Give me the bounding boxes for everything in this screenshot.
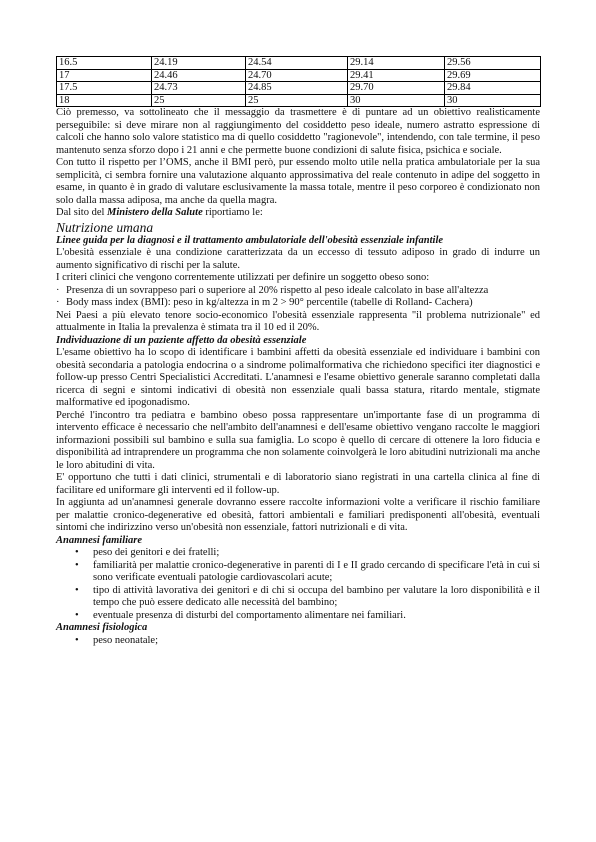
anamnesi-familiare-list [56, 547, 540, 622]
paragraph-bmi-critique: Con tutto il rispetto per l’OMS, anche il BMI però, pur essendo molto utile nella pratica ambulatoriale per la sua semplicità, ci sembra fornire una valutazione alquanto approssimativa del reale contenuto in adipe del soggetto in esame, in quanto è in grado di valutare esclusivamente la massa totale, mentre il peso corporeo è condizionato non solo dalla massa adiposa, ma anche da quella magra. [56, 157, 540, 206]
criterion-text: Body mass index (BMI): peso in kg/altezza in m 2 > 90° percentile (tabelle di Rolland- Cachera) [66, 297, 473, 308]
table-cell: 24.46 [152, 69, 246, 82]
table-cell: 29.41 [348, 69, 445, 82]
table-cell: 24.73 [152, 82, 246, 95]
bullet-icon: • [75, 634, 79, 646]
paragraph-esame-obiettivo: L'esame obiettivo ha lo scopo di identificare i bambini affetti da obesità essenziale ed individuare i bambini con obesità secondaria a patologia endocrina o a sindrome polimalformativa che richiedono specifici iter diagnostici e follow-up presso Centri Specialistici Accreditati. L'anamnesi e l'esame obiettivo generale saranno completati dalla ricerca di segni e sintomi indicativi di obesità non essenziale quali bassa statura, ritardo mentale, stigmate malformative ed ipogonadismo. [56, 347, 540, 408]
criterion-item [56, 297, 540, 310]
subsection-title-linee-guida: Linee guida per la diagnosi e il trattamento ambulatoriale dell'obesità essenziale infantile [56, 234, 444, 246]
table-cell: 30 [445, 94, 541, 107]
table-cell: 24.54 [246, 57, 348, 70]
table-cell: 25 [246, 94, 348, 107]
table-row [57, 57, 541, 70]
paragraph-prevalence: Nei Paesi a più elevato tenore socio-economico l'obesità essenziale rappresenta "il problema nutrizionale" ed attualmente in Italia la prevalenza è stimata tra il 10 ed il 20%. [56, 309, 540, 333]
paragraph-anamnesi-generale: In aggiunta ad un'anamnesi generale dovranno essere raccolte informazioni volte a verificare il rischio familiare per malattie cronico-degenerative ed obesità, fattori ambientali e familiari predisponenti all'obesità, eventuali sintomi che indirizzino verso un'obesità non essenziale, fattori nutrizionali e di vita. [56, 497, 540, 533]
table-cell: 24.70 [246, 69, 348, 82]
table-cell: 29.84 [445, 82, 541, 95]
source-suffix: riportiamo le: [202, 207, 263, 218]
table-cell: 29.14 [348, 57, 445, 70]
bullet-icon: • [75, 547, 79, 558]
bullet-dot: · [56, 297, 60, 308]
subsection-title-anamnesi-familiare: Anamnesi familiare [56, 534, 143, 546]
subsection-title-anamnesi-fisiologica: Anamnesi fisiologica [56, 622, 148, 633]
table-cell: 29.56 [445, 57, 541, 70]
table-row [57, 94, 541, 107]
document-content [56, 56, 540, 647]
anamnesi-fisiologica-list [56, 635, 540, 648]
table-cell: 16.5 [57, 57, 152, 70]
bullet-icon: • [75, 584, 79, 596]
source-ministry: Ministero della Salute [107, 207, 203, 218]
section-title: Nutrizione umana [56, 219, 154, 235]
table-cell: 24.19 [152, 57, 246, 70]
table-cell: 30 [348, 94, 445, 107]
table-cell: 17 [57, 69, 152, 82]
paragraph-cartella-clinica: E' opportuno che tutti i dati clinici, strumentali e di laboratorio siano registrati in una cartella clinica al fine di facilitare ed uniformare gli interventi ed il follow-up. [56, 472, 540, 496]
paragraph-incontro: Perché l'incontro tra pediatra e bambino obeso possa rappresentare un'importante fase di un programma di intervento efficace è necessario che nell'ambito dell'anamnesi e dell'esame obiettivo vengano raccolte le maggiori informazioni possibili sul bambino e sulla sua famiglia. Lo scopo è quello di cercare di ottenere la loro fiducia e disponibilità ad intraprendere un programma che non solamente coinvolgerà le loro abitudini nutrizionali ma anche le loro abitudini di vita. [56, 409, 541, 471]
table-row [57, 82, 541, 95]
table-cell: 18 [57, 94, 152, 107]
list-item-text: eventuale presenza di disturbi del comportamento alimentare nei familiari. [93, 609, 406, 621]
paragraph-source-intro [56, 207, 540, 220]
table-cell: 25 [152, 94, 246, 107]
list-item [56, 585, 540, 610]
table-cell: 29.69 [445, 69, 541, 82]
table-cell: 17.5 [57, 82, 152, 95]
list-item-text: peso dei genitori e dei fratelli; [93, 547, 220, 558]
table-cell: 29.70 [348, 82, 445, 95]
bullet-icon: • [75, 609, 79, 621]
source-prefix: Dal sito del [56, 207, 108, 218]
criterion-item [56, 285, 540, 298]
list-item [56, 560, 540, 585]
bullet-dot: · [56, 284, 60, 296]
criterion-text: Presenza di un sovrappeso pari o superiore al 20% rispetto al peso ideale calcolato in base all'altezza [66, 284, 489, 296]
list-item [56, 635, 540, 648]
paragraph-criteria-intro: I criteri clinici che vengono correntemente utilizzati per definire un soggetto obeso sono: [56, 272, 430, 283]
table-row [57, 69, 541, 82]
subsection-title-individuazione: Individuazione di un paziente affetto da obesità essenziale [56, 334, 307, 346]
list-item [56, 610, 540, 623]
list-item-text: familiarità per malattie cronico-degenerative in parenti di I e II grado cercando di specificare l'età in cui si sono verificate eventuali patologie cardiovascolari acute; [93, 559, 540, 583]
paragraph-definition: L'obesità essenziale è una condizione caratterizzata da un eccesso di tessuto adiposo in grado di indurre un aumento significativo di rischi per la salute. [56, 247, 540, 271]
list-item [56, 547, 540, 560]
bullet-icon: • [75, 559, 79, 571]
table-cell: 24.85 [246, 82, 348, 95]
list-item-text: tipo di attività lavorativa dei genitori e di chi si occupa del bambino per valutare la loro disponibilità e il tempo che può essere dedicato alle necessità del bambino; [93, 584, 540, 608]
list-item-text: peso neonatale; [93, 634, 159, 646]
percentile-table [56, 56, 541, 107]
paragraph-peso-ragionevole: Ciò premesso, va sottolineato che il messaggio da trasmettere è di puntare ad un obiettivo realisticamente perseguibile: si deve mirare non al raggiungimento del cosiddetto peso ideale, numero astratto espressione di calcoli che hanno solo valore statistico ma di quello cosiddetto "ragionevole", intendendo, con tale termine, il peso mantenuto senza sforzo dopo i 21 anni e che permette buone condizioni di salute fisica, psichica e sociale. [56, 107, 540, 156]
